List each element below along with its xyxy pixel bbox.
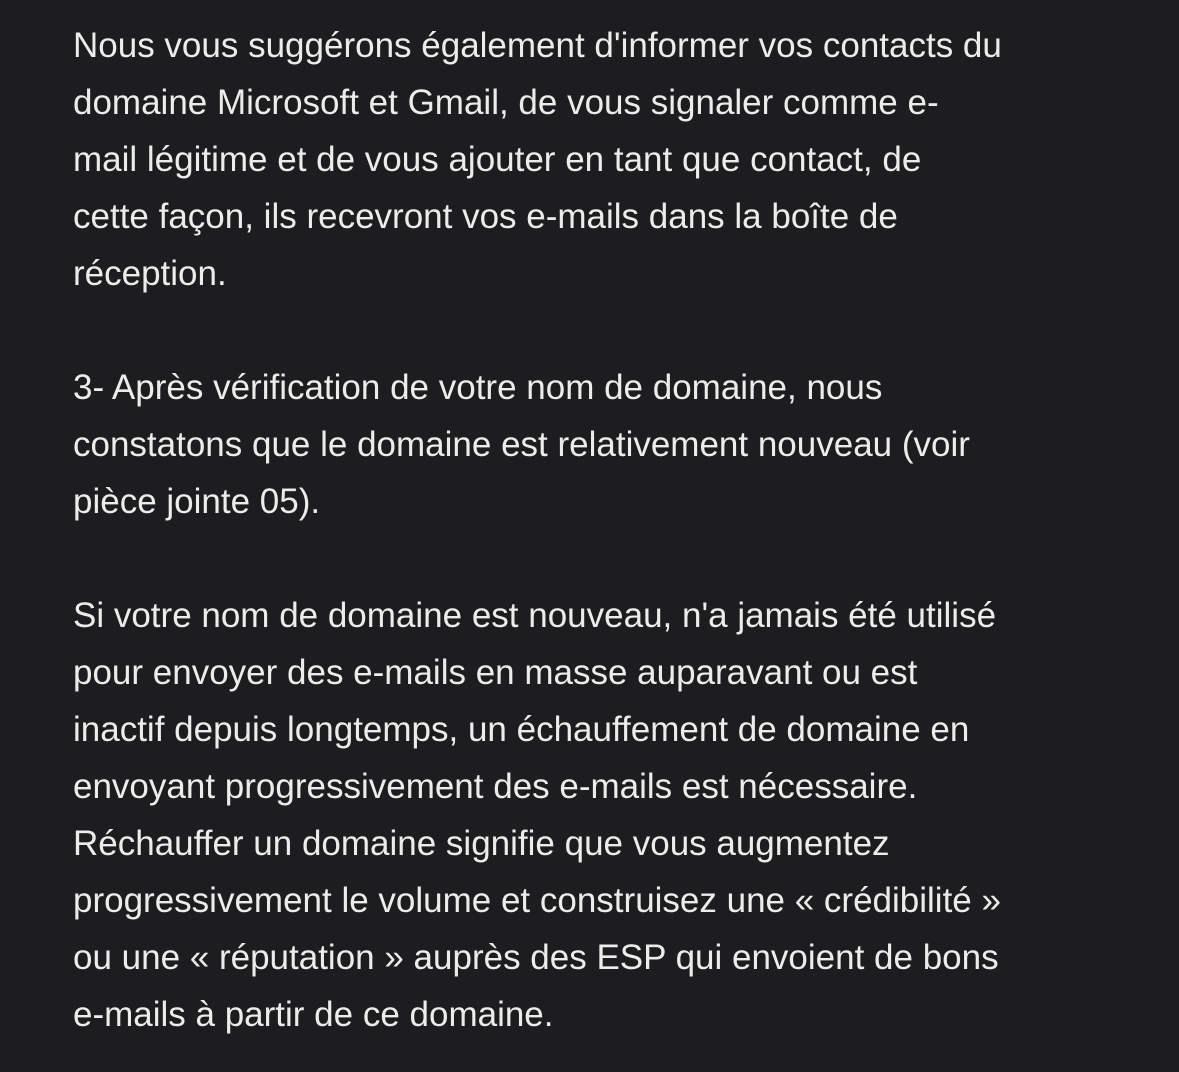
text-line: réception. <box>73 254 227 293</box>
text-line: domaine Microsoft et Gmail, de vous signaler comme e- <box>73 83 939 122</box>
text-line: e-mails à partir de ce domaine. <box>73 995 554 1034</box>
paragraph-domain-verification <box>73 359 1153 530</box>
text-line: pour envoyer des e-mails en masse auparavant ou est <box>73 653 918 692</box>
paragraph-spacer <box>73 302 1153 359</box>
text-line: Réchauffer un domaine signifie que vous augmentez <box>73 824 890 863</box>
email-body <box>73 17 1153 1043</box>
paragraph-contacts-advice <box>73 17 1153 302</box>
text-line: 3- Après vérification de votre nom de domaine, nous <box>73 368 883 407</box>
paragraph-domain-warmup <box>73 587 1153 1043</box>
text-line: Si votre nom de domaine est nouveau, n'a jamais été utilisé <box>73 596 997 635</box>
text-line: constatons que le domaine est relativement nouveau (voir <box>73 425 970 464</box>
text-line: Nous vous suggérons également d'informer vos contacts du <box>73 26 1002 65</box>
paragraph-spacer <box>73 530 1153 587</box>
text-line: progressivement le volume et construisez une « crédibilité » <box>73 881 1001 920</box>
text-line: cette façon, ils recevront vos e-mails dans la boîte de <box>73 197 898 236</box>
text-line: mail légitime et de vous ajouter en tant que contact, de <box>73 140 922 179</box>
text-line: envoyant progressivement des e-mails est nécessaire. <box>73 767 918 806</box>
text-line: ou une « réputation » auprès des ESP qui envoient de bons <box>73 938 999 977</box>
text-line: pièce jointe 05). <box>73 482 321 521</box>
text-line: inactif depuis longtemps, un échauffement de domaine en <box>73 710 970 749</box>
